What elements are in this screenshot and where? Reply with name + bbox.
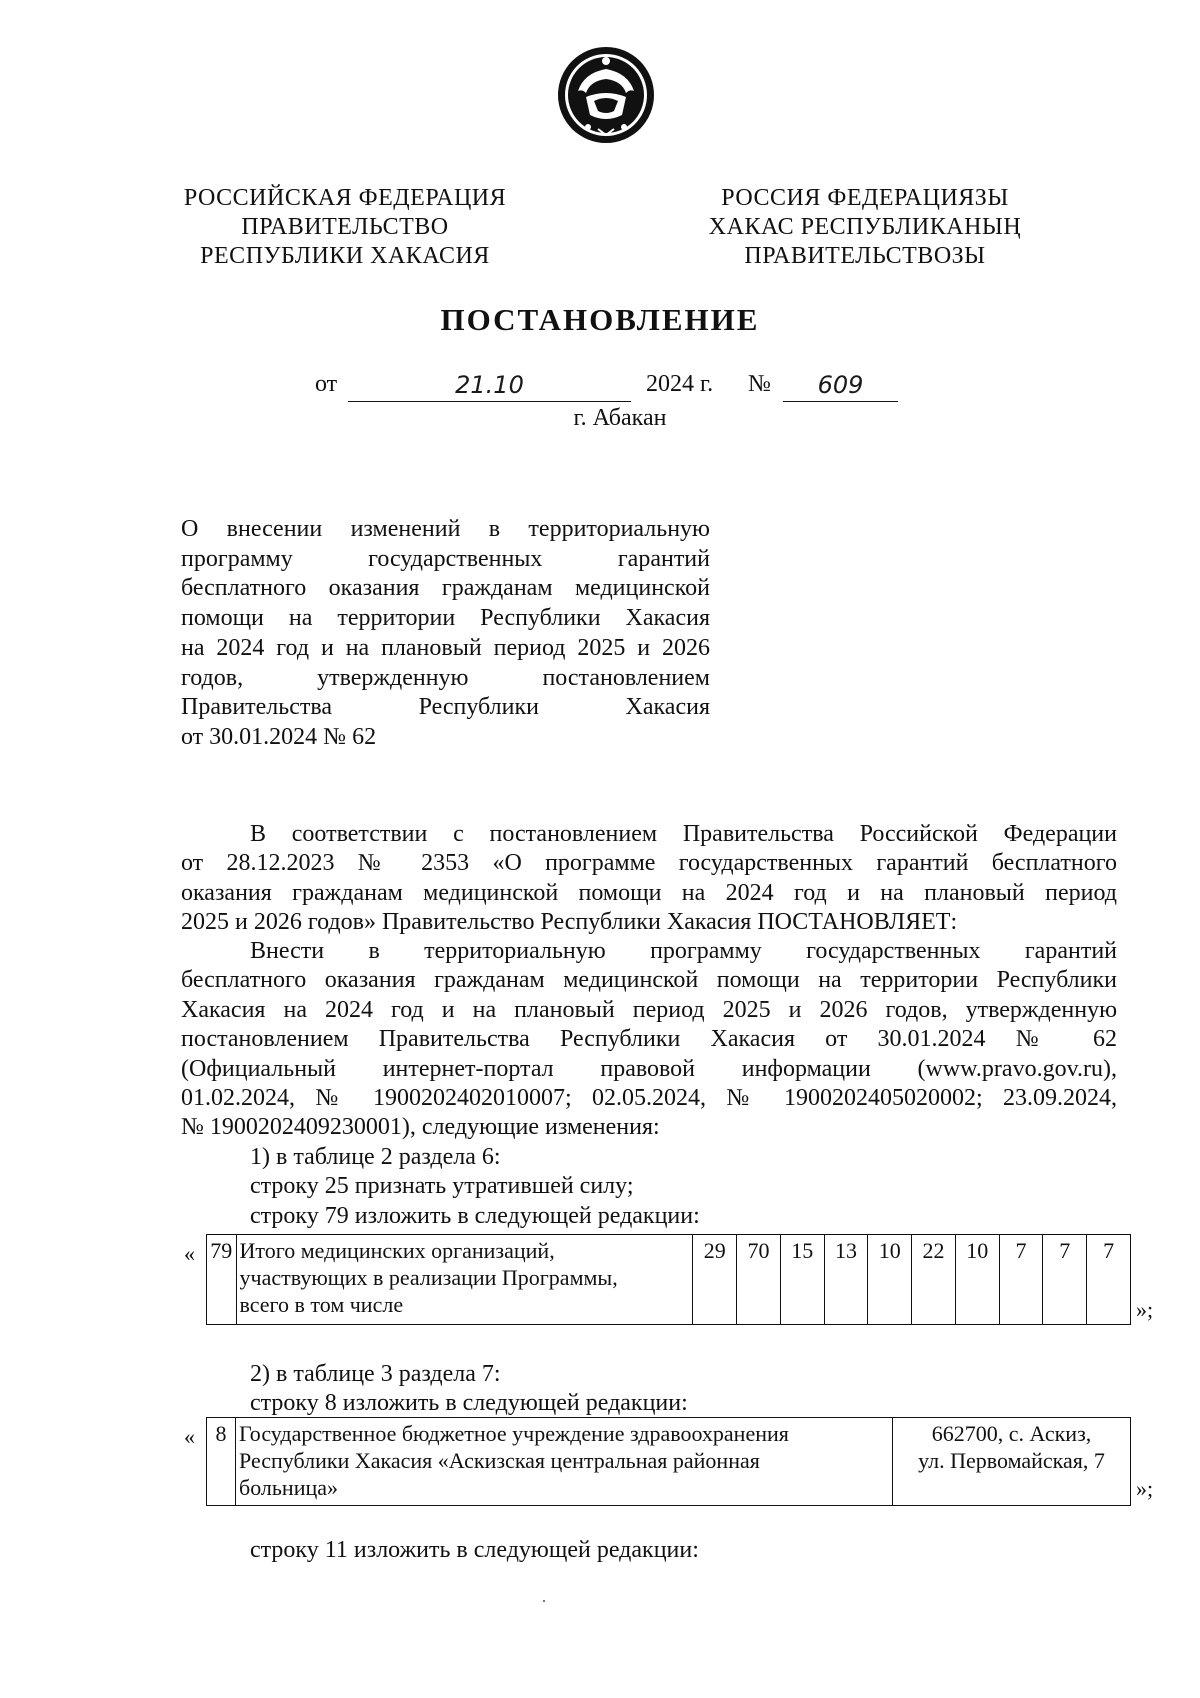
table1-value: 22 [912, 1235, 956, 1325]
date-handwritten: 21.10 [348, 371, 631, 402]
table2-address [893, 1418, 1131, 1506]
body-line: 2025 и 2026 годов» Правительство Республики Хакасия ПОСТАНОВЛЯЕТ: [181, 909, 958, 936]
preamble-paragraph [181, 820, 1117, 938]
row11-line: строку 11 изложить в следующей редакции: [250, 1537, 699, 1563]
table1-value: 29 [693, 1235, 737, 1325]
item2-line-a: строку 8 изложить в следующей редакции: [250, 1390, 688, 1417]
year-label: 2024 г. [646, 371, 714, 397]
document-subject [181, 515, 710, 753]
table1-close-quote: »; [1136, 1297, 1154, 1322]
table1-description-line: Итого медицинских организаций, [239, 1238, 555, 1263]
item1-line-a: строку 25 признать утратившей силу; [250, 1173, 634, 1200]
document-type-title: ПОСТАНОВЛЕНИЕ [440, 302, 760, 337]
table2-row-number: 8 [207, 1418, 236, 1506]
subject-line: О внесении изменений в территориальную [181, 516, 710, 542]
from-label: от [315, 371, 338, 397]
table1-value: 10 [955, 1235, 999, 1325]
table1-value: 7 [1087, 1235, 1131, 1325]
table2-description-line: больница» [239, 1475, 338, 1500]
table2-close-quote: »; [1136, 1476, 1154, 1501]
table2-description-line: Государственное бюджетное учреждение здравоохранения [239, 1421, 789, 1446]
table1-value: 15 [780, 1235, 824, 1325]
header-right-line-1: РОССИЯ ФЕДЕРАЦИЯЗЫ [721, 185, 1009, 211]
table2-address-line: ул. Первомайская, 7 [918, 1448, 1105, 1473]
table1-description [236, 1235, 693, 1325]
subject-line: от 30.01.2024 № 62 [181, 723, 377, 750]
header-left-line-1: РОССИЙСКАЯ ФЕДЕРАЦИЯ [183, 185, 507, 211]
item2-heading: 2) в таблице 3 раздела 7: [250, 1361, 501, 1387]
header-left-line-3: РЕСПУБЛИКИ ХАКАСИЯ [200, 243, 490, 269]
table1-description-line: всего в том числе [239, 1292, 404, 1317]
table1-row-79 [206, 1234, 1131, 1325]
subject-line: программу государственных гарантий [181, 545, 710, 572]
header-khakas [695, 184, 1035, 271]
row11-block [181, 1536, 1117, 1565]
subject-line: на 2024 год и на плановый период 2025 и 2026 [181, 634, 710, 661]
subject-line: бесплатного оказания гражданам медицинской [181, 575, 710, 602]
header-right-line-3: ПРАВИТЕЛЬСТВОЗЫ [744, 243, 986, 269]
subject-line: годов, утвержденную постановлением [181, 664, 710, 691]
page-dot [543, 1600, 545, 1602]
number-handwritten: 609 [783, 371, 898, 402]
table1-value: 7 [999, 1235, 1043, 1325]
header-left-line-2: ПРАВИТЕЛЬСТВО [241, 214, 449, 240]
table1-value: 70 [737, 1235, 781, 1325]
item1-heading: 1) в таблице 2 раздела 6: [250, 1143, 501, 1170]
table2-description [236, 1418, 893, 1506]
body-line: (Официальный интернет-портал правовой информации (www.pravo.gov.ru), [181, 1055, 1117, 1082]
subject-line: Правительства Республики Хакасия [181, 694, 710, 721]
number-label: № [748, 371, 771, 397]
table1-value: 13 [824, 1235, 868, 1325]
body-line: № 1900202409230001), следующие изменения: [181, 1114, 660, 1141]
header-russian [170, 184, 520, 271]
date-number-line [0, 371, 1200, 405]
subject-line: помощи на территории Республики Хакасия [181, 605, 710, 632]
table2-address-line: 662700, с. Аскиз, [931, 1421, 1092, 1446]
body-line: Хакасия на 2024 год и на плановый период 2025 и 2026 годов, утвержденную [181, 996, 1117, 1023]
table1-row-number: 79 [207, 1235, 237, 1325]
item2-block [181, 1360, 1117, 1419]
body-line: В соответствии с постановлением Правительства Российской Федерации [250, 821, 1117, 847]
table1-value: 7 [1043, 1235, 1087, 1325]
body-line: оказания гражданам медицинской помощи на 2024 год и на плановый период [181, 879, 1117, 906]
table2-row-8 [206, 1417, 1131, 1506]
table1-value: 10 [868, 1235, 912, 1325]
body-line: бесплатного оказания гражданам медицинской помощи на территории Республики [181, 967, 1117, 994]
coat-of-arms-icon [556, 45, 656, 145]
table2-description-line: Республики Хакасия «Аскизская центральная районная [239, 1448, 760, 1473]
body-line: Внести в территориальную программу государственных гарантий [250, 938, 1117, 964]
table1-open-quote: « [184, 1241, 195, 1266]
item1-line-b: строку 79 изложить в следующей редакции: [250, 1202, 700, 1229]
body-line: от 28.12.2023 № 2353 «О программе государственных гарантий бесплатного [181, 850, 1117, 877]
resolution-paragraph [181, 937, 1117, 1231]
table1-description-line: участвующих в реализации Программы, [239, 1265, 618, 1290]
body-line: 01.02.2024, № 1900202402010007; 02.05.2024, № 1900202405020002; 23.09.2024, [181, 1085, 1117, 1112]
body-line: постановлением Правительства Республики Хакасия от 30.01.2024 № 62 [181, 1026, 1117, 1053]
header-right-line-2: ХАКАС РЕСПУБЛИКАНЫҢ [708, 214, 1022, 240]
table2-open-quote: « [184, 1424, 195, 1449]
city: г. Абакан [573, 405, 667, 431]
